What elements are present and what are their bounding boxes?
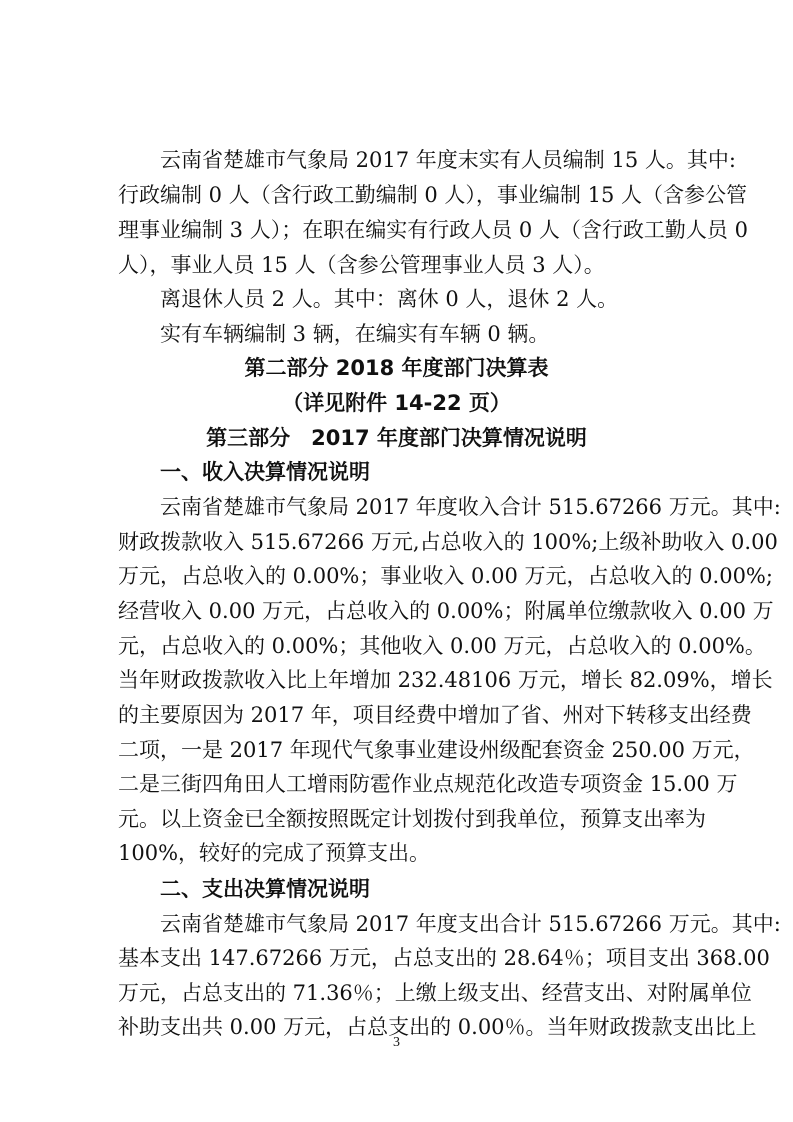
paragraph-line: 补助支出共 0.00 万元，占总支出的 0.00％。当年财政拨款支出比上: [118, 1015, 757, 1039]
paragraph-line: 100%，较好的完成了预算支出。: [118, 841, 431, 865]
paragraph-line: 云南省楚雄市气象局 2017 年度末实有人员编制 15 人。其中:: [160, 148, 736, 172]
paragraph-line: 经营收入 0.00 万元，占总收入的 0.00%；附属单位缴款收入 0.00 万: [118, 599, 774, 623]
paragraph-line: 云南省楚雄市气象局 2017 年度支出合计 515.67266 万元。其中:: [160, 912, 781, 936]
paragraph-line: 行政编制 0 人（含行政工勤编制 0 人），事业编制 15 人（含参公管: [118, 183, 747, 207]
page-number: 3: [393, 1035, 400, 1050]
paragraph-line: 离退休人员 2 人。其中：离休 0 人，退休 2 人。: [160, 287, 619, 311]
section-title-part3: 第三部分 2017 年度部门决算情况说明: [206, 426, 587, 450]
paragraph-line: 理事业编制 3 人）；在职在编实有行政人员 0 人（含行政工勤人员 0: [118, 218, 748, 242]
paragraph-line: 实有车辆编制 3 辆，在编实有车辆 0 辆。: [160, 322, 550, 346]
paragraph-line: 万元，占总支出的 71.36％；上缴上级支出、经营支出、对附属单位: [118, 981, 752, 1005]
paragraph-line: 二项，一是 2017 年现代气象事业建设州级配套资金 250.00 万元，: [118, 738, 755, 762]
subsection-heading-expenditure: 二、支出决算情况说明: [160, 877, 370, 901]
paragraph-line: 基本支出 147.67266 万元，占总支出的 28.64％；项目支出 368.00: [118, 946, 770, 970]
paragraph-line: 二是三街四角田人工增雨防雹作业点规范化改造专项资金 15.00 万: [118, 772, 738, 796]
paragraph-line: 财政拨款收入 515.67266 万元,占总收入的 100%;上级补助收入 0.00: [118, 530, 778, 554]
paragraph-line: 云南省楚雄市气象局 2017 年度收入合计 515.67266 万元。其中:: [160, 495, 781, 519]
section-subtitle-attachment: （详见附件 14-22 页）: [282, 391, 511, 415]
subsection-heading-income: 一、收入决算情况说明: [160, 460, 370, 484]
paragraph-line: 人），事业人员 15 人（含参公管理事业人员 3 人）。: [118, 253, 605, 277]
paragraph-line: 元，占总收入的 0.00%；其他收入 0.00 万元，占总收入的 0.00%。: [118, 634, 766, 658]
paragraph-line: 万元，占总收入的 0.00%；事业收入 0.00 万元，占总收入的 0.00%;: [118, 564, 773, 588]
paragraph-line: 的主要原因为 2017 年，项目经费中增加了省、州对下转移支出经费: [118, 703, 752, 727]
section-title-part2: 第二部分 2018 年度部门决算表: [244, 356, 549, 380]
paragraph-line: 当年财政拨款收入比上年增加 232.48106 万元，增长 82.09%，增长: [118, 668, 773, 692]
paragraph-line: 元。以上资金已全额按照既定计划拨付到我单位，预算支出率为: [118, 807, 706, 831]
